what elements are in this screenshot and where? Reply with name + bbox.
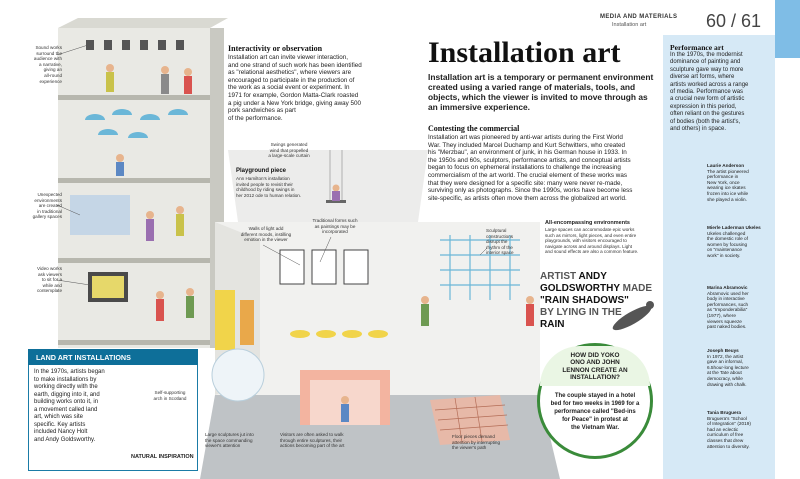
all-encompassing-heading: All-encompassing environments [545, 220, 630, 226]
artist-mierle-ukeles: Mierle Laderman Ukeles Ukeles challenged the domestic role of women by focusing on "maintenance work" in society. [707, 225, 761, 258]
page-numbers: 60 / 61 [706, 11, 762, 31]
goldsworthy-callout: ARTIST ANDY GOLDSWORTHY MADE "RAIN SHADOWS" BY LYING IN THE RAIN [540, 271, 653, 330]
all-encompassing-text: Large spaces can accommodate epic works such as mirrors, light pieces, and even entire playgrounds, with visitors encouraged to navigate across and around displays. Light and sound effects are also a common feature. [545, 227, 639, 255]
floor-note: Floor pieces demand attention by interrupting the viewer's path [452, 434, 501, 451]
visitors-note: Visitors are often asked to walk through entire sculptures, their actions becoming part of the art [280, 432, 345, 449]
subsection-label: Installation art [612, 22, 647, 28]
sound-note: Sound works surround the audience with a narrative, giving an all-round experience [33, 45, 62, 84]
interactivity-heading: Interactivity or observation [228, 44, 323, 53]
large-sculptures-note: Large sculptures jut into the space commanding viewer's attention [205, 432, 254, 449]
section-label: MEDIA AND MATERIALS [600, 14, 678, 20]
natural-inspiration-caption: NATURAL INSPIRATION [131, 454, 194, 460]
land-art-text: In the 1970s, artists began to make installations by working directly with the earth, digging into it, and building works onto it, in a movement called land art, which was site specific. Key artists included Nancy Holt and Andy Goldsworthy. [34, 369, 105, 443]
land-art-title: LAND ART INSTALLATIONS [36, 353, 131, 362]
artist-joseph-beuys: Joseph Beuys In 1972, the artist gave an informal, 6.5hour-long lecture at the Tate about democracy, while drawing with chalk. [707, 348, 749, 387]
walls-note: Walls of light add different moods, instilling emotion in the viewer [240, 226, 292, 243]
performance-heading: Performance art [670, 43, 724, 52]
intro-text: Installation art is a temporary or permanent environment created using a varied range of materials, tools, and objects, which the viewer is invited to move through as an immersive experience. [428, 72, 654, 112]
contesting-heading: Contesting the commercial [428, 124, 520, 133]
playground-heading: Playground piece [236, 168, 287, 174]
artist-tania-bruguera: Tania Bruguera Bruguera's "School of Integration" (2019) had an eclectic curriculum of free classes that drew attention to diversity. [707, 410, 751, 449]
sculptural-note: Sculptural constructions disrupt the rhythm of the interior space [486, 228, 514, 256]
artist-marina-abramovic: Marina Abramovic Abramovic used her body in interactive performances, such as "Imponderabilia" (1977), where viewers squeeze past naked bodies. [707, 285, 749, 330]
performance-text: In the 1970s, the modernist dominance of painting and sculpture gave way to more diverse art forms, where artists worked across a range of media. Performance was a crucial new form of artistic expression in this period, often reliant on the gestures of bodies (both the artist's, and others) in space. [670, 52, 749, 133]
contesting-text: Installation art was pioneered by anti-war artists during the First World War. They included Marcel Duchamp and Kurt Schwitters, who created his "Merzbau", an environment of junk, in his German house in 1933. In the 1950s and 60s, sculptors, performance artists, and conceptual artists began to focus on ephemeral installations to challenge the increasing commercialism of the art world. The crucial element of these works was that they were designed for a specific site: many were never re-made, surviving only as photographs. Since the 1990s, works have become less site-specific, as artists often move them across the globalized art world. [428, 134, 633, 202]
swings-note: Swings generated wind that propelled a large-scale curtain [268, 142, 310, 159]
interactivity-text: Installation art can invite viewer interaction, and one strand of such work has been identified as "relational aesthetics", where viewers are encouraged to participate in the production of the work as a social event or experiment. In 1971 for example, Gordon Matta-Clark roasted a pig under a New York bridge, giving away 500 pork sandwiches as part of the performance. [228, 54, 362, 122]
playground-text: Ann Hamilton's installation invited people to revisit their childhood by riding swings in her 2012 ode to human relation. [236, 176, 302, 198]
video-note: Video works ask viewers to sit for a while and contemplate [36, 266, 62, 294]
chapter-tab [775, 0, 800, 58]
unexpected-note: Unexpected environments are created in traditional gallery spaces [32, 192, 62, 220]
building-illustration [58, 18, 228, 348]
traditional-note: Traditional forms such as paintings may be incorporated [312, 218, 358, 235]
arch-note: Self-supporting arch in Scotland [153, 390, 187, 401]
artist-laurie-anderson: Laurie Anderson The artist pioneered performance in New York, once wearing ice skates frozen into ice while she played a violin. [707, 163, 749, 202]
page-title: Installation art [428, 36, 621, 69]
yoko-answer: The couple stayed in a hotel bed for two weeks in 1969 for a performance called "Bed-ins for Peace" in protest at the Vietnam War. [550, 393, 640, 431]
yoko-question: HOW DID YOKO ONO AND JOHN LENNON CREATE AN INSTALLATION? [562, 352, 628, 382]
